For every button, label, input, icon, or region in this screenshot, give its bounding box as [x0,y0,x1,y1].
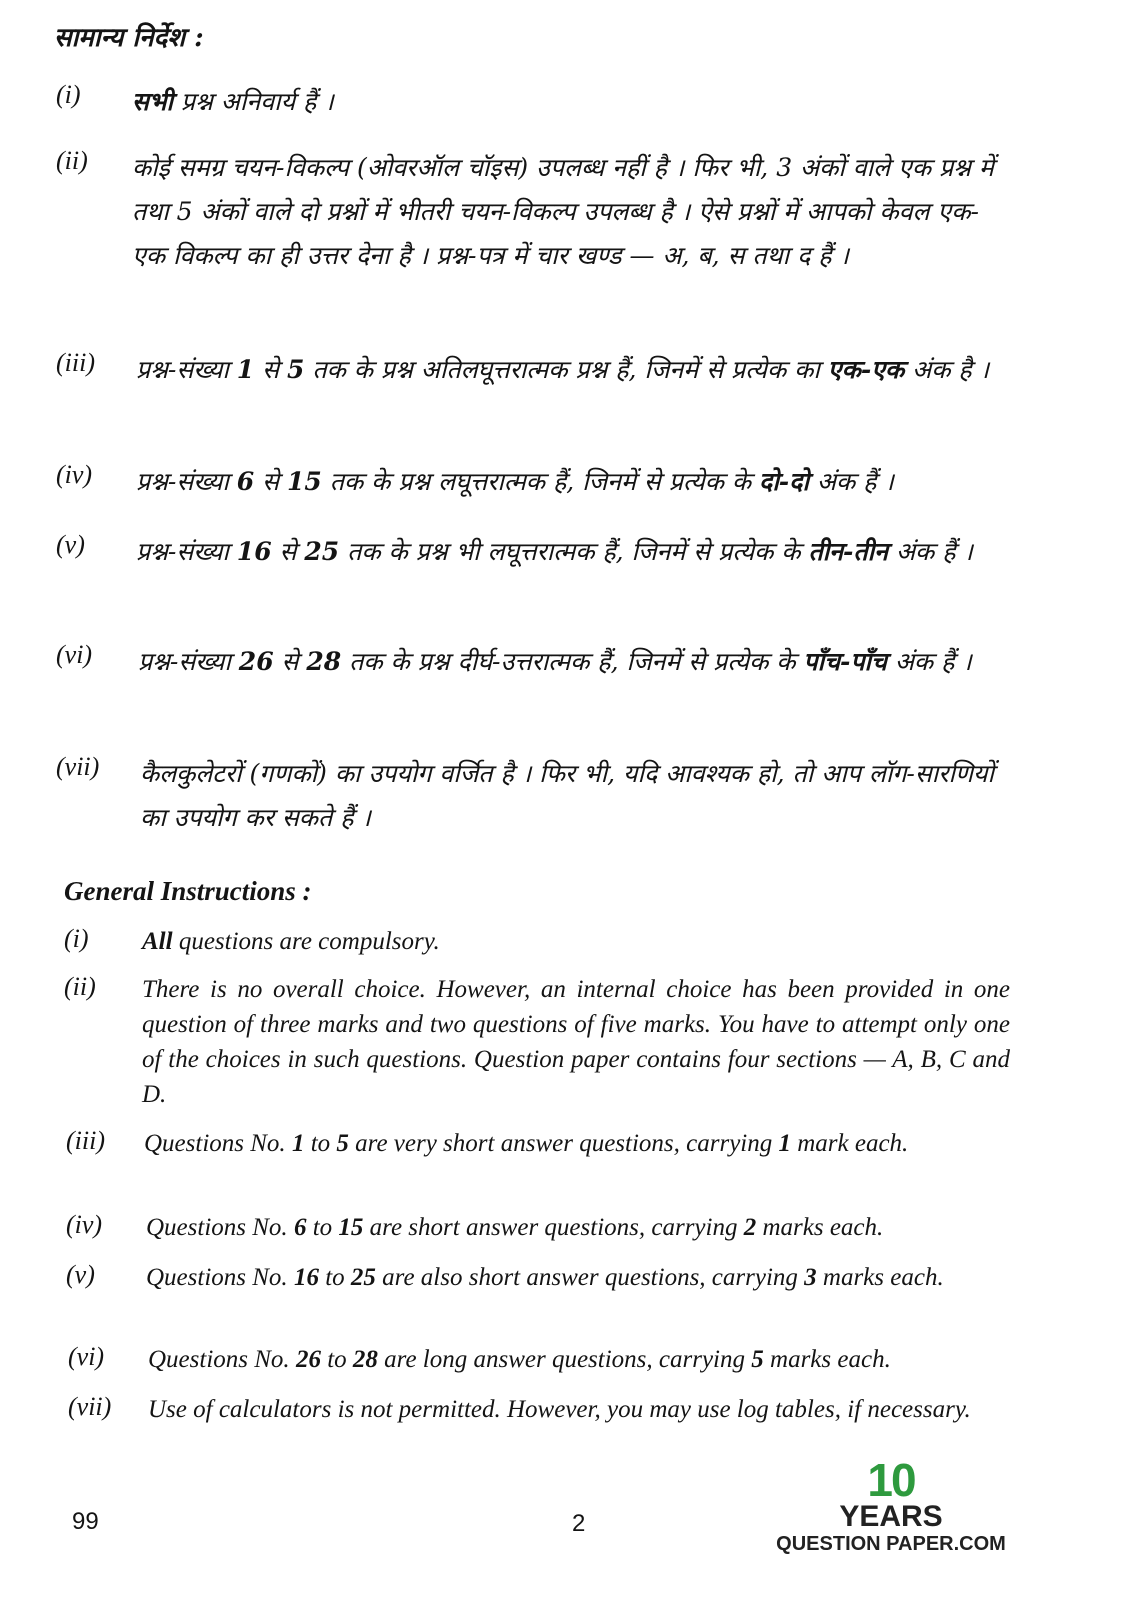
bold-lead: सभी [132,87,173,116]
item-number: (ii) [64,972,96,1001]
hindi-instruction-2 [56,146,1006,278]
item-number: (ii) [56,146,88,175]
english-instruction-2 [64,972,1024,1112]
item-number: (iii) [56,348,95,377]
item-number: (vi) [68,1342,105,1371]
english-instruction-1 [64,924,1024,959]
hindi-instruction-6: (vi) प्रश्न-संख्या 26 से 28 तक के प्रश्न दीर्घ-उत्तरात्मक हैं, जिनमें से प्रत्येक के पाँच-पाँच अंक हैं । [56,640,972,676]
item-number: (i) [56,80,81,109]
item-text: प्रश्न अनिवार्य हैं । [172,87,334,116]
english-instruction-3: (iii) Questions No. 1 to 5 are very short answer questions, carrying 1 mark each. [66,1126,909,1157]
english-instruction-4: (iv) Questions No. 6 to 15 are short answer questions, carrying 2 marks each. [66,1210,884,1241]
hindi-instruction-7 [56,752,1016,840]
hindi-instruction-1 [56,80,1016,124]
logo-number: 10 [867,1454,915,1506]
item-number: (iv) [66,1210,103,1239]
site-logo [776,1454,1006,1556]
item-number: (vii) [68,1392,112,1421]
item-number: (v) [56,530,85,559]
item-number: (iv) [56,460,93,489]
hindi-instruction-4: (iv) प्रश्न-संख्या 6 से 15 तक के प्रश्न लघूत्तरात्मक हैं, जिनमें से प्रत्येक के दो-दो अंक हैं । [56,460,894,496]
bold-lead: All [142,928,173,955]
item-number: (iii) [66,1126,105,1155]
hindi-instructions-heading: सामान्य निर्देश : [54,23,204,53]
item-text: Use of calculators is not permitted. However, you may use log tables, if necessary. [148,1396,971,1423]
hindi-instruction-3: (iii) प्रश्न-संख्या 1 से 5 तक के प्रश्न अतिलघूत्तरात्मक प्रश्न हैं, जिनमें से प्रत्येक का एक-एक अंक है । [56,348,990,384]
logo-years: YEARS [839,1500,943,1533]
hindi-instruction-5: (v) प्रश्न-संख्या 16 से 25 तक के प्रश्न भी लघूत्तरात्मक हैं, जिनमें से प्रत्येक के तीन-तीन अंक हैं । [56,530,973,566]
logo-site: QUESTION PAPER.COM [776,1533,1006,1555]
item-text: There is no overall choice. However, an internal choice has been provided in one question of three marks and two questions of five marks. You have to attempt only one of the choices in such questions. Question paper contains four sections — A, B, C and D. [142,976,1010,1108]
paper-code: 99 [72,1508,99,1535]
item-text: कैलकुलेटरों (गणकों) का उपयोग वर्जित है । फिर भी, यदि आवश्यक हो, तो आप लॉग-सारणियों का उपयोग कर सकते हैं । [140,759,994,832]
page-number: 2 [572,1510,586,1537]
english-instruction-7 [68,1392,1028,1427]
item-number: (v) [66,1260,95,1289]
item-number: (vii) [56,752,100,781]
english-instruction-5: (v) Questions No. 16 to 25 are also short answer questions, carrying 3 marks each. [66,1260,944,1291]
item-number: (vi) [56,640,93,669]
english-instructions-heading: General Instructions : [64,876,312,906]
english-instruction-6: (vi) Questions No. 26 to 28 are long answer questions, carrying 5 marks each. [68,1342,891,1373]
item-number: (i) [64,924,89,953]
item-text: questions are compulsory. [172,928,440,955]
item-text: कोई समग्र चयन-विकल्प (ओवरऑल चॉइस) उपलब्ध नहीं है । फिर भी, 3 अंकों वाले एक प्रश्न में तथा 5 अंकों वाले दो प्रश्नों में भीतरी चयन-विकल्प उपलब्ध है । ऐसे प्रश्नों में आपको केवल एक-एक विकल्प का ही उत्तर देना है । प्रश्न-पत्र में चार खण्ड — अ, ब, स तथा द हैं । [132,153,994,270]
